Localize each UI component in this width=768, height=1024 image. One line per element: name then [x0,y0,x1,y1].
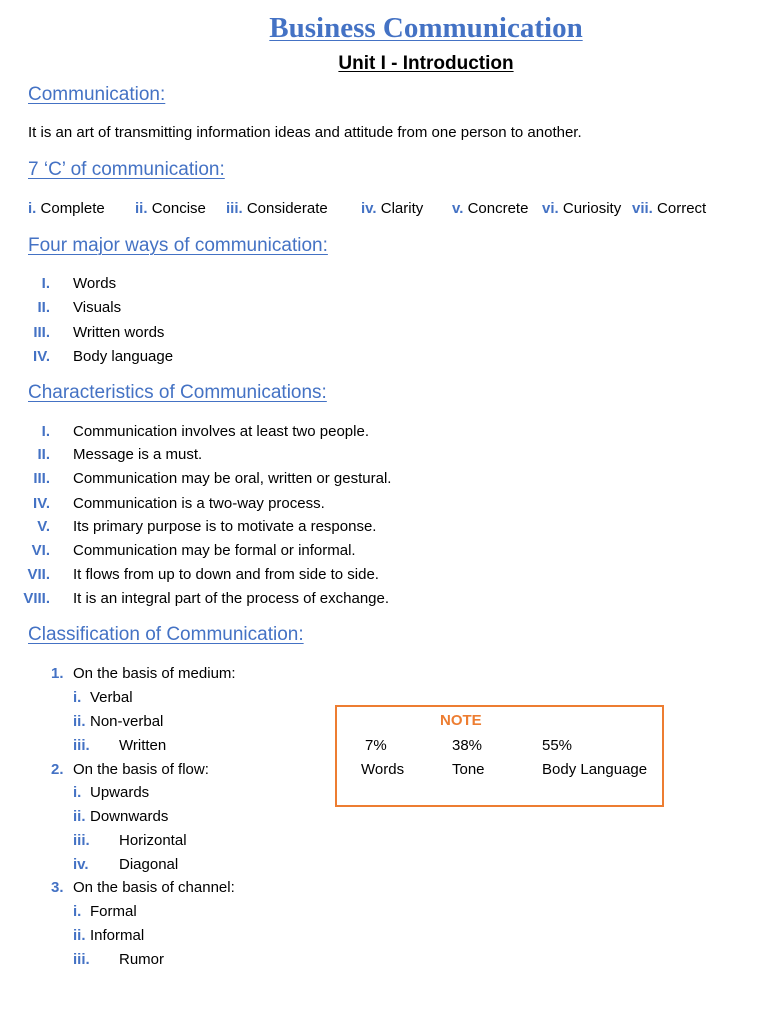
list-item: Communication may be formal or informal. [73,542,356,559]
list-number: 3. [51,879,64,896]
c-item: vi. Curiosity [542,200,622,217]
c-item: iii. Considerate [226,200,328,217]
sub-number: ii. [73,713,86,730]
sub-number: i. [73,689,82,706]
list-item: Words [73,275,117,292]
sub-number: i. [73,784,82,801]
sub-number: iii. [73,832,90,849]
list-number: I. [41,275,50,292]
seven-c-heading: 7 ‘C’ of communication: [28,159,225,180]
c-item: i. Complete [28,200,105,217]
list-number: 2. [51,761,64,778]
note-box [335,705,664,807]
c-item: ii. Concise [135,200,206,217]
list-item: On the basis of channel: [73,879,235,896]
list-number: III. [33,470,50,487]
list-item: Written words [73,324,165,341]
list-number: IV. [33,348,50,365]
sub-number: iii. [73,737,90,754]
sub-item: Upwards [90,784,150,801]
sub-number: ii. [73,808,86,825]
document-subtitle: Unit I - Introduction [338,53,514,74]
c-item: iv. Clarity [361,200,424,217]
note-percent: 7% [365,737,387,754]
four-ways-heading: Four major ways of communication: [28,235,328,256]
sub-item: Diagonal [119,856,179,873]
list-number: I. [41,423,50,440]
characteristics-heading: Characteristics of Communications: [28,382,327,403]
sub-number: iii. [73,951,90,968]
list-item: Its primary purpose is to motivate a response. [73,518,377,535]
list-item: On the basis of medium: [73,665,236,682]
sub-number: i. [73,903,82,920]
communication-definition: It is an art of transmitting information ideas and attitude from one person to another. [28,124,582,141]
list-item: Communication involves at least two people. [73,423,369,440]
sub-item: Horizontal [119,832,187,849]
document-title: Business Communication [269,12,583,44]
note-percent: 55% [542,737,573,754]
note-percent: 38% [452,737,483,754]
communication-heading: Communication: [28,84,166,105]
sub-item: Written [119,737,167,754]
sub-number: iv. [73,856,89,873]
note-label: Body Language [542,761,648,778]
sub-item: Formal [90,903,137,920]
list-item: Body language [73,348,174,365]
list-number: 1. [51,665,64,682]
sub-item: Non-verbal [90,713,164,730]
classification-heading: Classification of Communication: [28,624,304,645]
sub-item: Downwards [90,808,169,825]
list-item: Communication may be oral, written or gestural. [73,470,392,487]
sub-item: Rumor [119,951,165,968]
list-number: VII. [27,566,50,583]
list-item: Visuals [73,299,122,316]
sub-number: ii. [73,927,86,944]
list-item: It flows from up to down and from side to side. [73,566,379,583]
list-number: IV. [33,495,50,512]
list-number: II. [37,446,50,463]
c-item: vii. Correct [632,200,707,217]
list-number: VI. [31,542,50,559]
list-number: V. [37,518,50,535]
list-item: Message is a must. [73,446,203,463]
list-item: Communication is a two-way process. [73,495,325,512]
sub-item: Verbal [90,689,133,706]
note-label: Words [361,761,405,778]
list-number: VIII. [23,590,50,607]
note-title: NOTE [440,712,482,729]
list-item: It is an integral part of the process of exchange. [73,590,390,607]
c-item: v. Concrete [452,200,529,217]
note-label: Tone [452,761,485,778]
list-number: III. [33,324,50,341]
list-number: II. [37,299,50,316]
list-item: On the basis of flow: [73,761,209,778]
sub-item: Informal [90,927,145,944]
